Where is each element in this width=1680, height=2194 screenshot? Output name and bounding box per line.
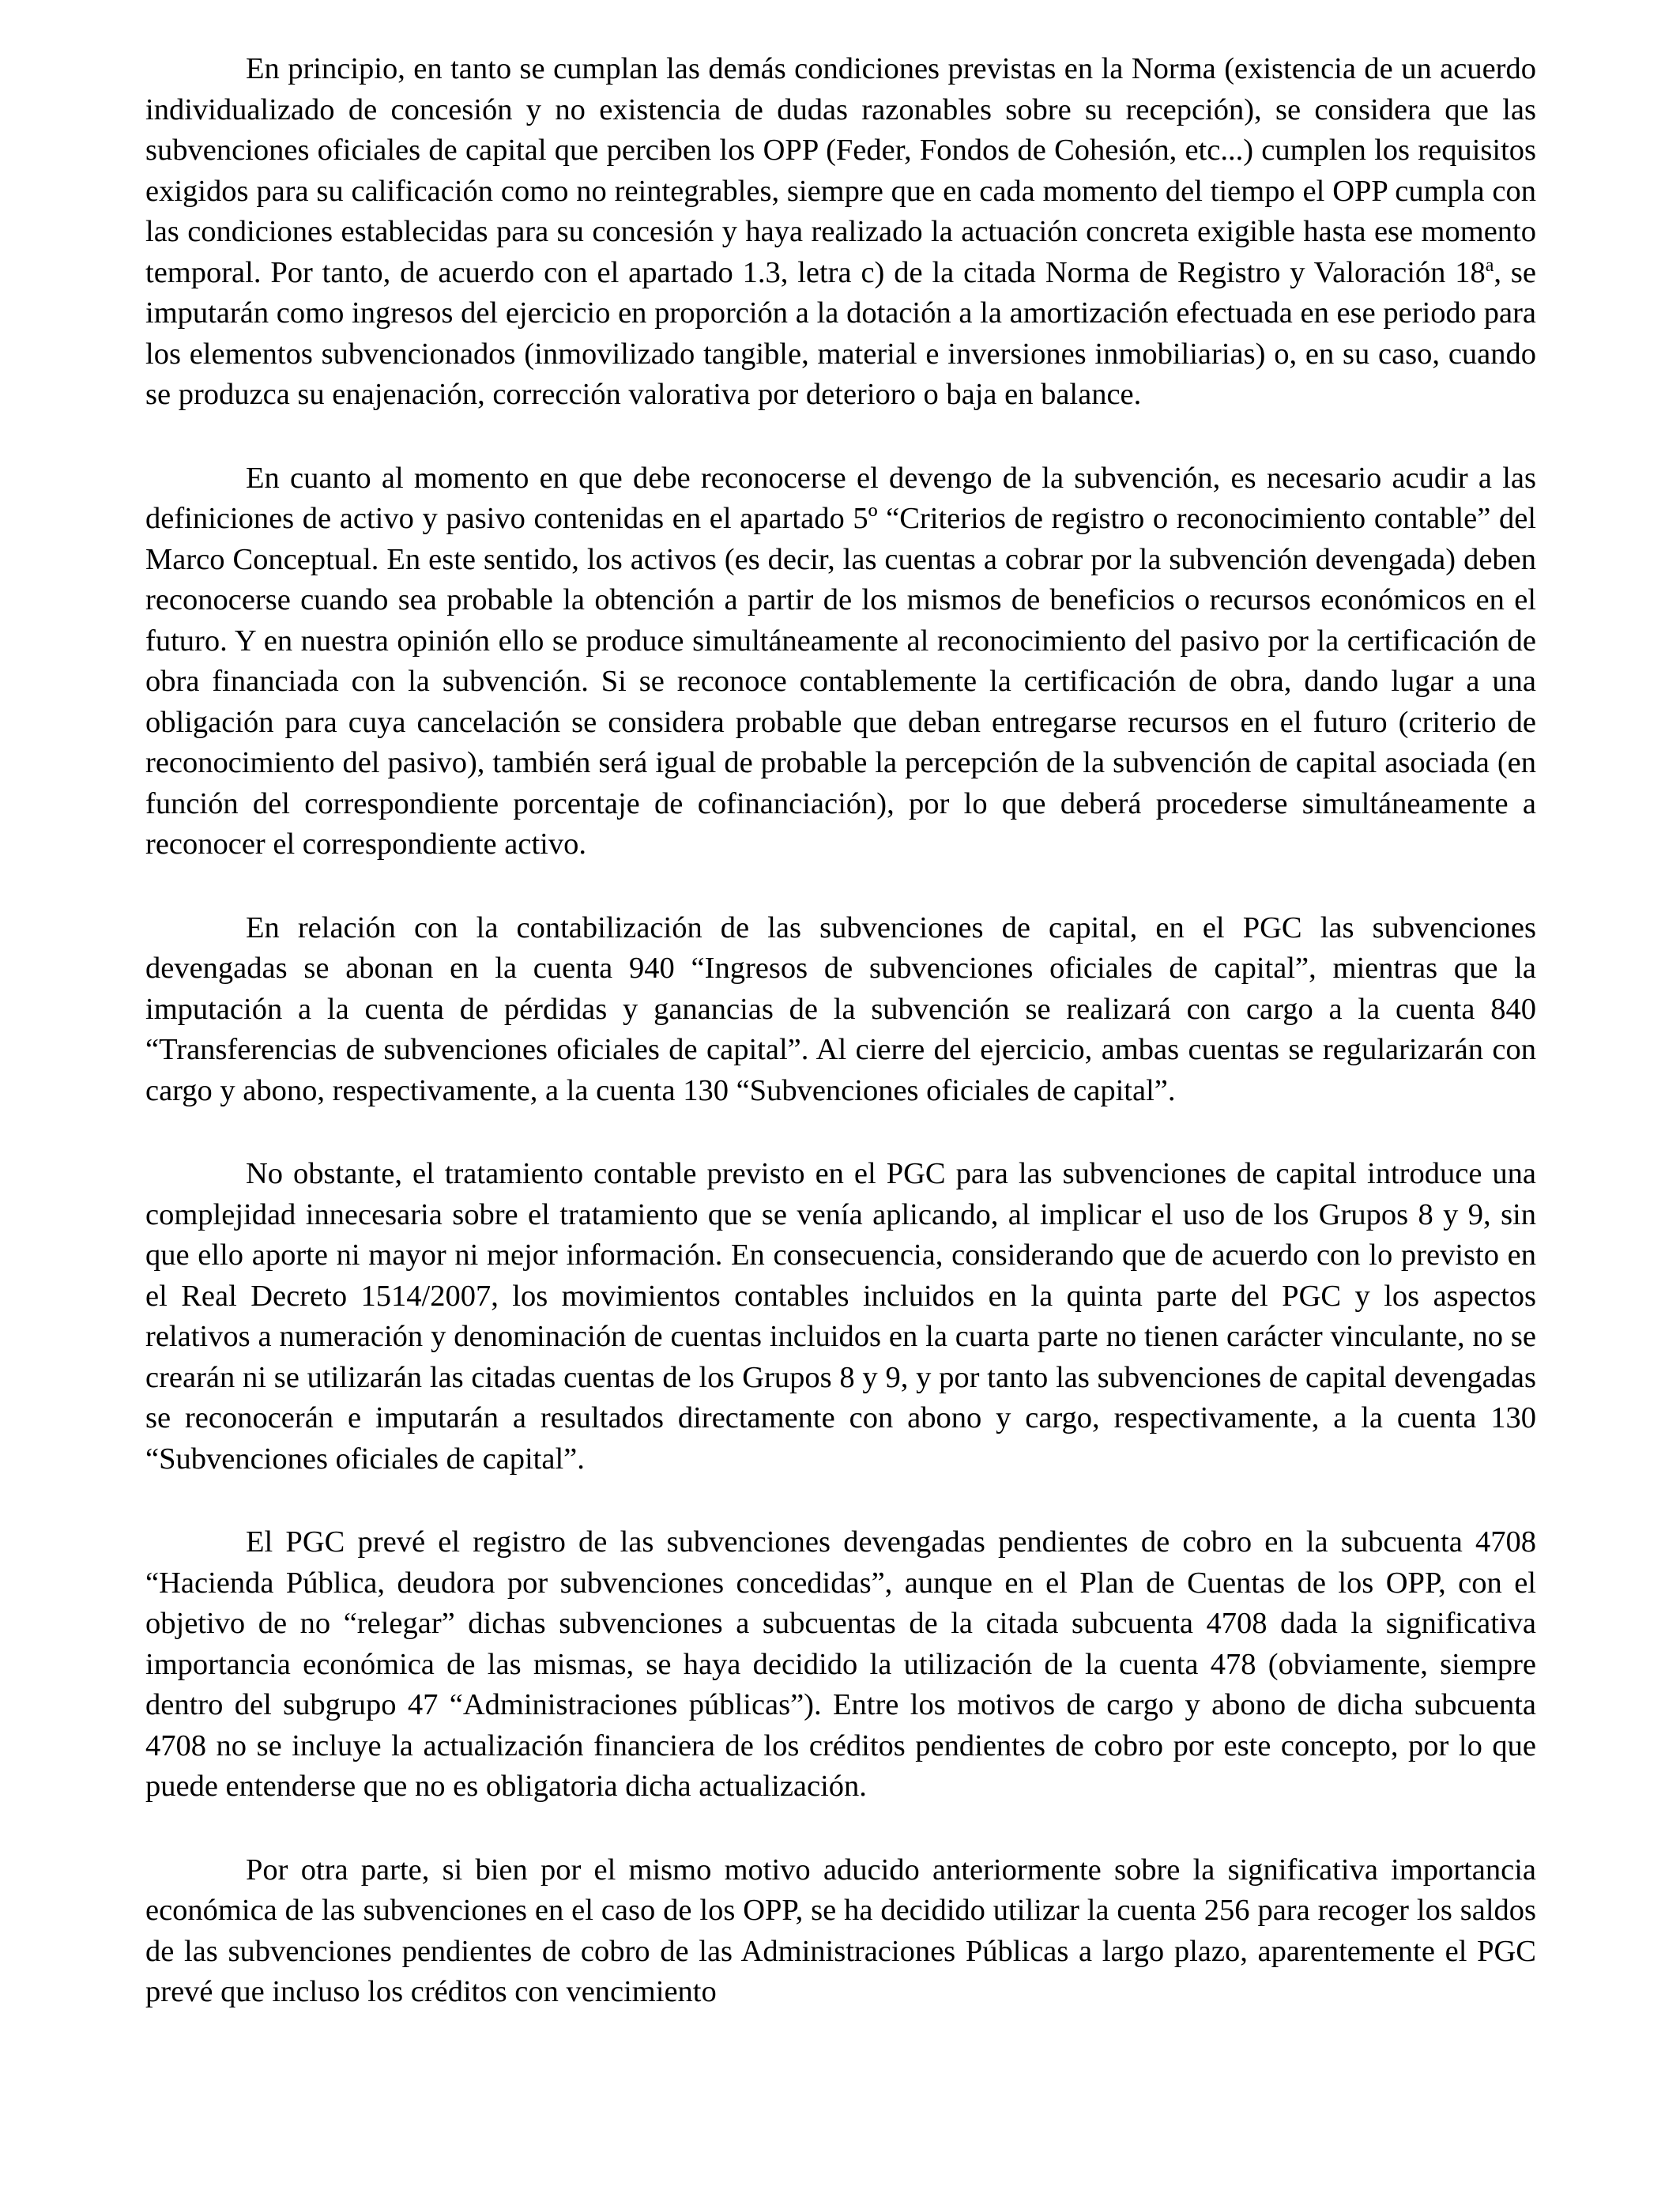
ordinal-superscript: a bbox=[1485, 254, 1494, 276]
paragraph-6: Por otra parte, si bien por el mismo motivo aducido anteriormente sobre la significativa importancia económica de las subvenciones en el caso de los OPP, se ha decidido utilizar la cuenta 256 para recoger los saldos de las subvenciones pendientes de cobro de las Administraciones Públicas a largo plazo, aparentemente el PGC prevé que incluso los créditos con vencimiento bbox=[145, 1853, 1536, 2008]
paragraph-1 bbox=[145, 49, 1536, 416]
paragraph-1-text-start: En principio, en tanto se cumplan las demás condiciones previstas en la Norma (existencia de un acuerdo individualizado de concesión y no existencia de dudas razonables sobre su recepción), se considera que las subvenciones oficiales de capital que perciben los OPP (Feder, Fondos de Cohesión, etc...) cumplen los requisitos exigidos para su calificación como no reintegrables, siempre que en cada momento del tiempo el OPP cumpla con las condiciones establecidas para su concesión y haya realizado la actuación concreta exigible hasta ese momento temporal. Por tanto, de acuerdo con el apartado 1.3, letra c) de la citada Norma de Registro y Valoración 18 bbox=[145, 52, 1536, 289]
paragraph-1-text-end: , se imputarán como ingresos del ejercicio en proporción a la dotación a la amortización efectuada en ese periodo para los elementos subvencionados (inmovilizado tangible, material e inversiones inmobiliarias) o, en su caso, cuando se produzca su enajenación, corrección valorativa por deterioro o baja en balance. bbox=[145, 255, 1536, 411]
paragraph-4: No obstante, el tratamiento contable previsto en el PGC para las subvenciones de capital introduce una complejidad innecesaria sobre el tratamiento que se venía aplicando, al implicar el uso de los Grupos 8 y 9, sin que ello aporte ni mayor ni mejor información. En consecuencia, considerando que de acuerdo con lo previsto en el Real Decreto 1514/2007, los movimientos contables incluidos en la quinta parte del PGC y los aspectos relativos a numeración y denominación de cuentas incluidos en la cuarta parte no tienen carácter vinculante, no se crearán ni se utilizarán las citadas cuentas de los Grupos 8 y 9, y por tanto las subvenciones de capital devengadas se reconocerán e imputarán a resultados directamente con abono y cargo, respectivamente, a la cuenta 130 “Subvenciones oficiales de capital”. bbox=[145, 1157, 1536, 1476]
document-page bbox=[145, 49, 1536, 2013]
paragraph-3: En relación con la contabilización de las subvenciones de capital, en el PGC las subvenciones devengadas se abonan en la cuenta 940 “Ingresos de subvenciones oficiales de capital”, mientras que la imputación a la cuenta de pérdidas y ganancias de la subvención se realizará con cargo a la cuenta 840 “Transferencias de subvenciones oficiales de capital”. Al cierre del ejercicio, ambas cuentas se regularizarán con cargo y abono, respectivamente, a la cuenta 130 “Subvenciones oficiales de capital”. bbox=[145, 910, 1536, 1107]
paragraph-5: El PGC prevé el registro de las subvenciones devengadas pendientes de cobro en la subcuenta 4708 “Hacienda Pública, deudora por subvenciones concedidas”, aunque en el Plan de Cuentas de los OPP, con el objetivo de no “relegar” dichas subvenciones a subcuentas de la citada subcuenta 4708 dada la significativa importancia económica de las mismas, se haya decidido la utilización de la cuenta 478 (obviamente, siempre dentro del subgrupo 47 “Administraciones públicas”). Entre los motivos de cargo y abono de dicha subcuenta 4708 no se incluye la actualización financiera de los créditos pendientes de cobro por este concepto, por lo que puede entenderse que no es obligatoria dicha actualización. bbox=[145, 1525, 1536, 1803]
paragraph-2: En cuanto al momento en que debe reconocerse el devengo de la subvención, es necesario acudir a las definiciones de activo y pasivo contenidas en el apartado 5º “Criterios de registro o reconocimiento contable” del Marco Conceptual. En este sentido, los activos (es decir, las cuentas a cobrar por la subvención devengada) deben reconocerse cuando sea probable la obtención a partir de los mismos de beneficios o recursos económicos en el futuro. Y en nuestra opinión ello se produce simultáneamente al reconocimiento del pasivo por la certificación de obra financiada con la subvención. Si se reconoce contablemente la certificación de obra, dando lugar a una obligación para cuya cancelación se considera probable que deban entregarse recursos en el futuro (criterio de reconocimiento del pasivo), también será igual de probable la percepción de la subvención de capital asociada (en función del correspondiente porcentaje de cofinanciación), por lo que deberá procederse simultáneamente a reconocer el correspondiente activo. bbox=[145, 461, 1536, 861]
